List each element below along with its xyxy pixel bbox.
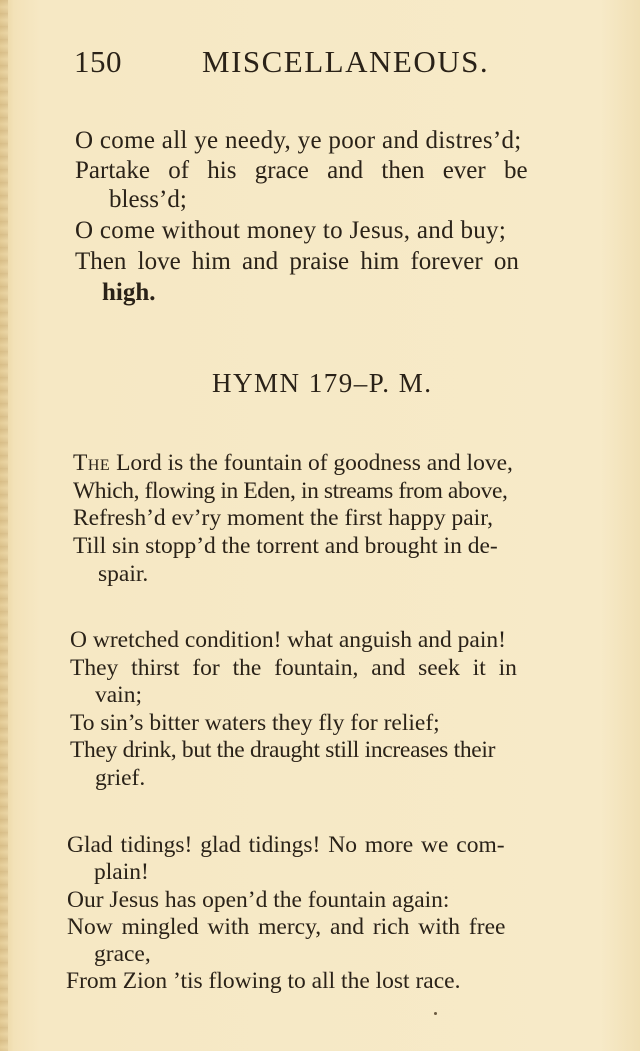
page-header bbox=[74, 44, 494, 84]
verse-line bbox=[73, 450, 513, 477]
verse-line: Glad tidings! glad tidings! No more we com- bbox=[67, 832, 505, 858]
verse-line: plain! bbox=[94, 859, 149, 885]
verse-line: high. bbox=[102, 279, 156, 306]
verse-line: O come all ye needy, ye poor and distres’d; bbox=[75, 127, 522, 154]
first-line-rest: Lord is the fountain of goodness and love, bbox=[110, 450, 513, 476]
verse-line: vain; bbox=[95, 682, 142, 708]
first-word: The bbox=[73, 450, 111, 476]
verse-line: grief. bbox=[95, 765, 146, 791]
hymn-title: HYMN 179–P. M. bbox=[212, 368, 433, 398]
verse-line: Refresh’d ev’ry moment the first happy pair, bbox=[73, 505, 493, 531]
verse-line: spair. bbox=[98, 561, 149, 587]
verse-line: To sin’s bitter waters they fly for relief; bbox=[70, 710, 440, 736]
verse-line: O wretched condition! what anguish and pain! bbox=[70, 627, 506, 653]
verse-line: They drink, but the draught still increases their bbox=[70, 737, 496, 763]
verse-line: Partake of his grace and then ever be bbox=[75, 157, 528, 184]
ink-speck bbox=[434, 1012, 437, 1015]
verse-line: grace, bbox=[94, 941, 151, 967]
verse-line: Which, flowing in Eden, in streams from above, bbox=[73, 478, 508, 504]
verse-line: Our Jesus has open’d the fountain again: bbox=[67, 887, 450, 913]
running-head: MISCELLANEOUS. bbox=[202, 44, 490, 79]
verse-line: Then love him and praise him forever on bbox=[75, 248, 519, 275]
verse-line: Till sin stopp’d the torrent and brought in de- bbox=[73, 533, 498, 559]
page-number: 150 bbox=[74, 44, 122, 79]
verse-line: From Zion ’tis flowing to all the lost race. bbox=[66, 968, 461, 994]
verse-line: bless’d; bbox=[109, 186, 187, 213]
verse-line: Now mingled with mercy, and rich with free bbox=[67, 914, 506, 940]
verse-line: They thirst for the fountain, and seek it in bbox=[70, 655, 517, 681]
verse-line: O come without money to Jesus, and buy; bbox=[75, 217, 507, 244]
page-edge bbox=[0, 0, 8, 1051]
